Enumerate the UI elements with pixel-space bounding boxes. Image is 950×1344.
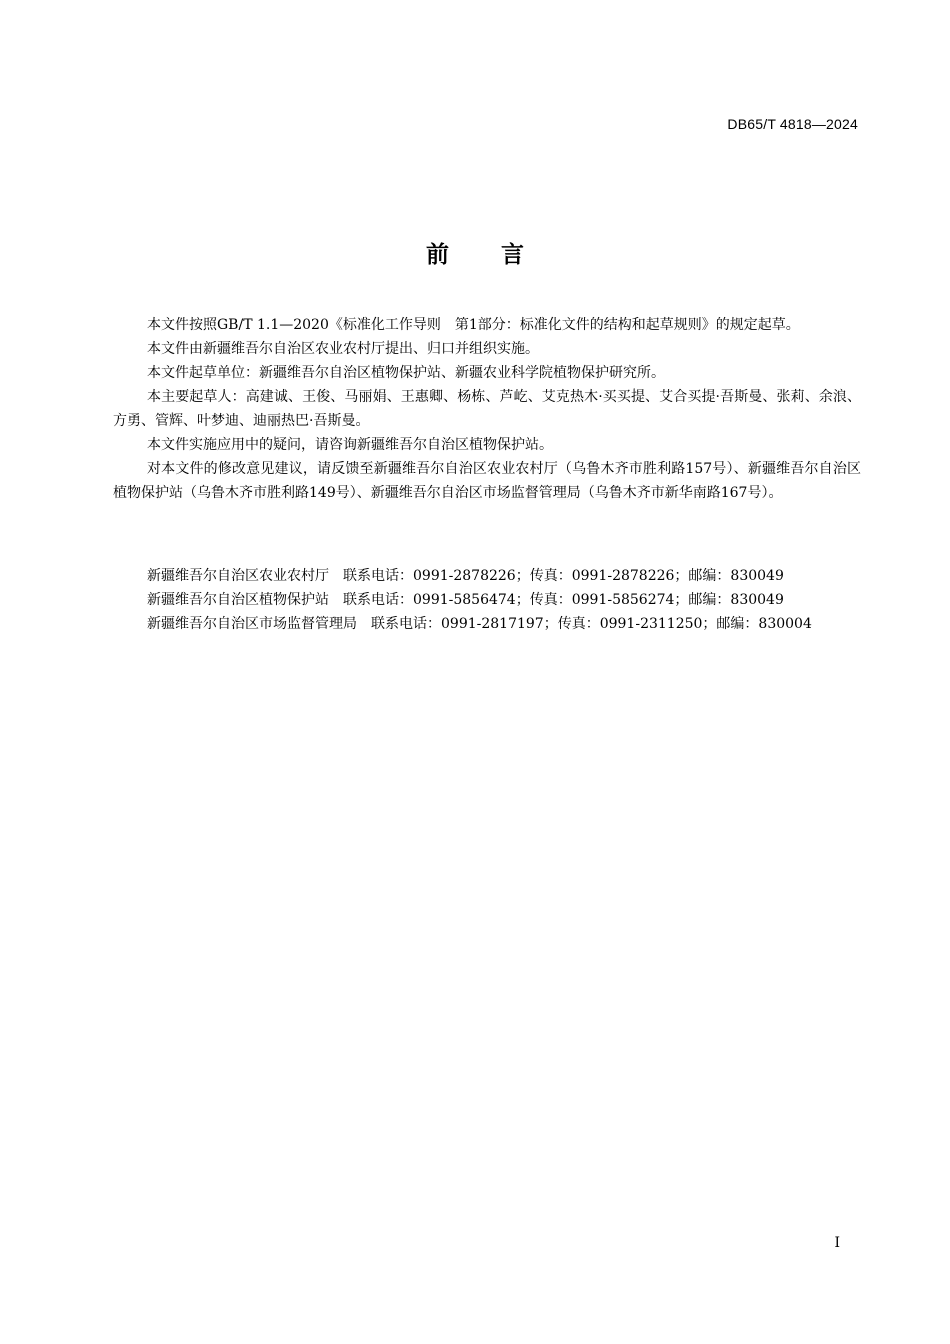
paragraph-inquiries: 本文件实施应用中的疑问，请咨询新疆维吾尔自治区植物保护站。	[147, 437, 553, 453]
paragraph-feedback: 对本文件的修改意见建议，请反馈至新疆维吾尔自治区农业农村厅（乌鲁木齐市胜利路157号）、新疆维吾尔自治区植物保护站（乌鲁木齐市胜利路149号）、新疆维吾尔自治区市场监督管理局（乌鲁木齐市新华南路167号）。	[113, 461, 861, 501]
document-number: DB65/T 4818—2024	[727, 116, 858, 132]
contact-org: 新疆维吾尔自治区植物保护站	[147, 592, 329, 608]
contact-details: 联系电话：0991-5856474；传真：0991-5856274；邮编：830049	[343, 592, 784, 608]
paragraph-drafters: 本主要起草人：高建诚、王俊、马丽娟、王惠卿、杨栋、芦屹、艾克热木·买买提、艾合买提·吾斯曼、张莉、余浪、方勇、管辉、叶梦迪、迪丽热巴·吾斯曼。	[113, 389, 861, 429]
contact-org: 新疆维吾尔自治区农业农村厅	[147, 568, 329, 584]
contact-line	[113, 588, 861, 612]
section-title: 前言	[426, 242, 576, 268]
paragraph-drafting-rules: 本文件按照GB/T 1.1—2020《标准化工作导则 第1部分：标准化文件的结构和起草规则》的规定起草。	[147, 317, 800, 333]
contact-details: 联系电话：0991-2878226；传真：0991-2878226；邮编：830049	[343, 568, 784, 584]
contact-list	[113, 564, 861, 636]
paragraph-proposer: 本文件由新疆维吾尔自治区农业农村厅提出、归口并组织实施。	[147, 341, 539, 357]
contact-line	[113, 612, 861, 636]
contact-line	[113, 564, 861, 588]
page-number: I	[834, 1235, 840, 1251]
contact-details: 联系电话：0991-2817197；传真：0991-2311250；邮编：830004	[371, 616, 812, 632]
contact-org: 新疆维吾尔自治区市场监督管理局	[147, 616, 357, 632]
paragraph-drafting-units: 本文件起草单位：新疆维吾尔自治区植物保护站、新疆农业科学院植物保护研究所。	[147, 365, 665, 381]
foreword-body	[113, 313, 861, 505]
